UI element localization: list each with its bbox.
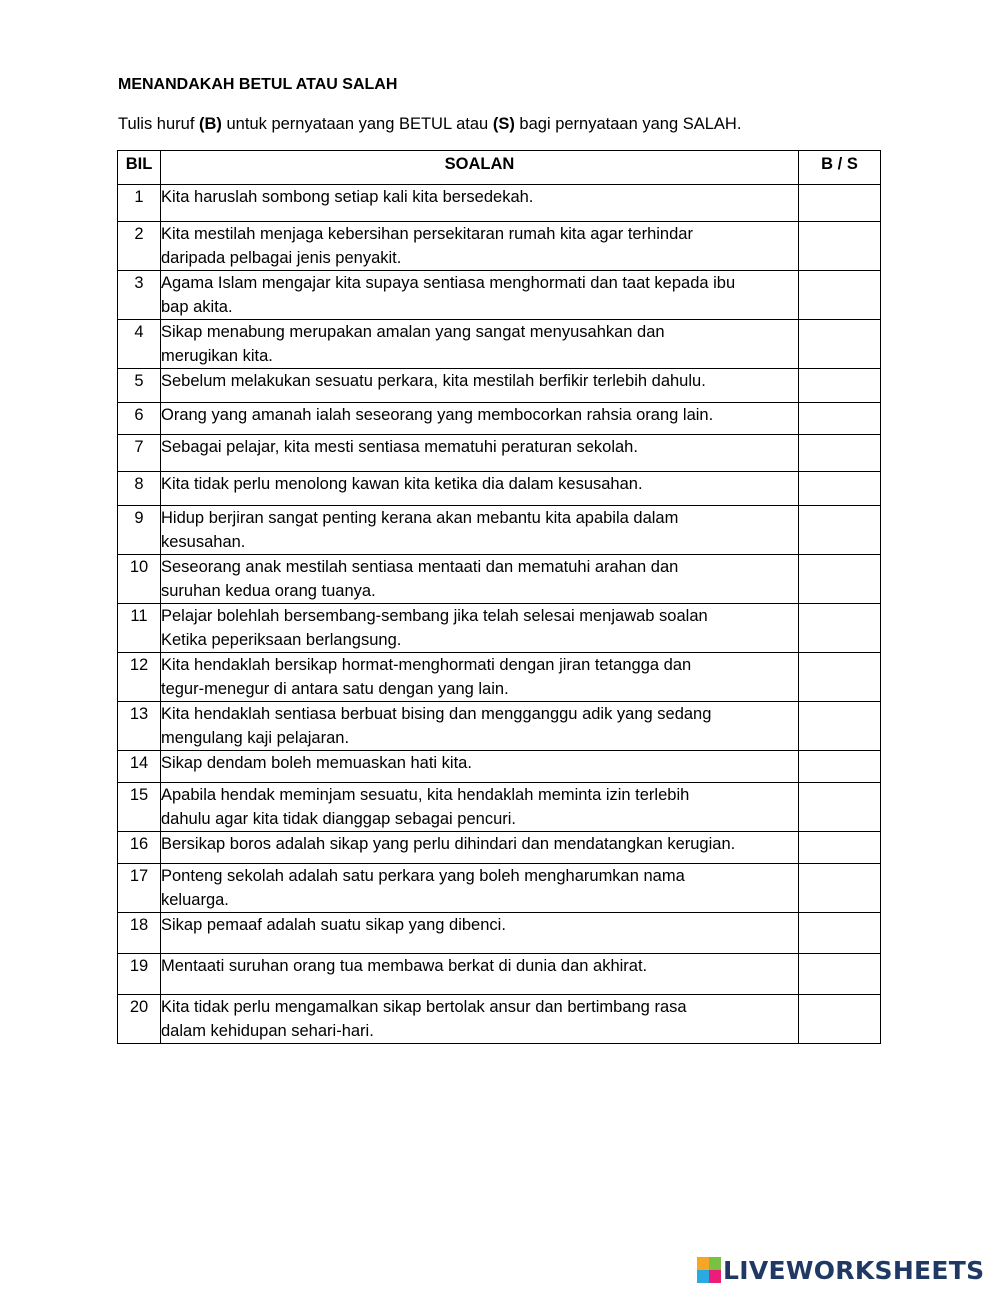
question-line: daripada pelbagai jenis penyakit. bbox=[161, 249, 402, 267]
table-row bbox=[118, 995, 881, 1044]
question-number: 5 bbox=[118, 369, 161, 403]
question-number: 2 bbox=[118, 222, 161, 271]
question-line: Sikap dendam boleh memuaskan hati kita. bbox=[161, 754, 472, 772]
question-text bbox=[161, 320, 799, 369]
table-row bbox=[118, 751, 881, 783]
question-line: Pelajar bolehlah bersembang-sembang jika telah selesai menjawab soalan bbox=[161, 607, 708, 625]
instruction bbox=[118, 115, 741, 134]
instruction-part3: bagi pernyataan yang SALAH. bbox=[514, 115, 742, 133]
question-line: Kita haruslah sombong setiap kali kita bersedekah. bbox=[161, 188, 534, 206]
answer-cell[interactable] bbox=[799, 913, 881, 954]
question-number: 12 bbox=[118, 653, 161, 702]
table-row bbox=[118, 832, 881, 864]
answer-cell[interactable] bbox=[799, 271, 881, 320]
question-line: Orang yang amanah ialah seseorang yang membocorkan rahsia orang lain. bbox=[161, 406, 714, 424]
question-text bbox=[161, 995, 799, 1044]
answer-cell[interactable] bbox=[799, 435, 881, 472]
question-text bbox=[161, 185, 799, 222]
table-row bbox=[118, 653, 881, 702]
answer-cell[interactable] bbox=[799, 185, 881, 222]
question-text bbox=[161, 702, 799, 751]
question-number: 11 bbox=[118, 604, 161, 653]
answer-cell[interactable] bbox=[799, 604, 881, 653]
answer-cell[interactable] bbox=[799, 653, 881, 702]
question-line: Seseorang anak mestilah sentiasa mentaati dan mematuhi arahan dan bbox=[161, 558, 679, 576]
question-line: Kita tidak perlu mengamalkan sikap bertolak ansur dan bertimbang rasa bbox=[161, 998, 687, 1016]
table-row bbox=[118, 783, 881, 832]
question-line: Mentaati suruhan orang tua membawa berkat di dunia dan akhirat. bbox=[161, 957, 648, 975]
question-line: Sikap pemaaf adalah suatu sikap yang dibenci. bbox=[161, 916, 506, 934]
question-text bbox=[161, 369, 799, 403]
question-text bbox=[161, 913, 799, 954]
header-soalan: SOALAN bbox=[161, 151, 799, 185]
question-line: Sikap menabung merupakan amalan yang sangat menyusahkan dan bbox=[161, 323, 665, 341]
table-row bbox=[118, 222, 881, 271]
table-row bbox=[118, 185, 881, 222]
question-number: 4 bbox=[118, 320, 161, 369]
question-line: Kita hendaklah bersikap hormat-menghormati dengan jiran tetangga dan bbox=[161, 656, 692, 674]
question-text bbox=[161, 832, 799, 864]
question-number: 9 bbox=[118, 506, 161, 555]
question-text bbox=[161, 506, 799, 555]
header-bil: BIL bbox=[118, 151, 161, 185]
question-line: Sebagai pelajar, kita mesti sentiasa mematuhi peraturan sekolah. bbox=[161, 438, 638, 456]
question-number: 13 bbox=[118, 702, 161, 751]
answer-cell[interactable] bbox=[799, 954, 881, 995]
answer-cell[interactable] bbox=[799, 832, 881, 864]
question-number: 8 bbox=[118, 472, 161, 506]
question-line: merugikan kita. bbox=[161, 347, 273, 365]
question-number: 19 bbox=[118, 954, 161, 995]
question-number: 18 bbox=[118, 913, 161, 954]
question-number: 3 bbox=[118, 271, 161, 320]
question-line: Sebelum melakukan sesuatu perkara, kita mestilah berfikir terlebih dahulu. bbox=[161, 372, 706, 390]
table-row bbox=[118, 472, 881, 506]
question-line: keluarga. bbox=[161, 891, 229, 909]
question-line: Apabila hendak meminjam sesuatu, kita hendaklah meminta izin terlebih bbox=[161, 786, 690, 804]
instruction-b-code: (B) bbox=[199, 115, 222, 133]
question-number: 15 bbox=[118, 783, 161, 832]
question-number: 7 bbox=[118, 435, 161, 472]
liveworksheets-logo-icon bbox=[697, 1257, 721, 1283]
answer-cell[interactable] bbox=[799, 751, 881, 783]
question-number: 17 bbox=[118, 864, 161, 913]
table-row bbox=[118, 320, 881, 369]
answer-cell[interactable] bbox=[799, 472, 881, 506]
worksheet-title: MENANDAKAH BETUL ATAU SALAH bbox=[118, 76, 398, 93]
table-row bbox=[118, 604, 881, 653]
table-row bbox=[118, 403, 881, 435]
instruction-s-code: (S) bbox=[492, 115, 515, 133]
question-line: mengulang kaji pelajaran. bbox=[161, 729, 350, 747]
question-line: tegur-menegur di antara satu dengan yang lain. bbox=[161, 680, 509, 698]
question-number: 10 bbox=[118, 555, 161, 604]
question-line: dalam kehidupan sehari-hari. bbox=[161, 1022, 374, 1040]
table-row bbox=[118, 954, 881, 995]
answer-cell[interactable] bbox=[799, 995, 881, 1044]
question-number: 20 bbox=[118, 995, 161, 1044]
question-text bbox=[161, 222, 799, 271]
brand-name: LIVEWORKSHEETS bbox=[723, 1255, 985, 1285]
question-number: 1 bbox=[118, 185, 161, 222]
question-line: Kita mestilah menjaga kebersihan persekitaran rumah kita agar terhindar bbox=[161, 225, 693, 243]
question-line: Agama Islam mengajar kita supaya sentiasa menghormati dan taat kepada ibu bbox=[161, 274, 736, 292]
question-text bbox=[161, 954, 799, 995]
question-line: dahulu agar kita tidak dianggap sebagai pencuri. bbox=[161, 810, 517, 828]
instruction-part1: Tulis huruf bbox=[118, 115, 200, 133]
question-text bbox=[161, 864, 799, 913]
question-line: Ponteng sekolah adalah satu perkara yang boleh mengharumkan nama bbox=[161, 867, 685, 885]
question-text bbox=[161, 783, 799, 832]
question-text bbox=[161, 751, 799, 783]
table-row bbox=[118, 271, 881, 320]
table-row bbox=[118, 506, 881, 555]
question-line: Kita tidak perlu menolong kawan kita ketika dia dalam kesusahan. bbox=[161, 475, 643, 493]
answer-cell[interactable] bbox=[799, 403, 881, 435]
question-text bbox=[161, 403, 799, 435]
table-row bbox=[118, 435, 881, 472]
answer-cell[interactable] bbox=[799, 702, 881, 751]
question-number: 14 bbox=[118, 751, 161, 783]
table-row bbox=[118, 913, 881, 954]
table-row bbox=[118, 369, 881, 403]
question-text bbox=[161, 604, 799, 653]
table-header-row bbox=[118, 151, 881, 185]
header-bs: B / S bbox=[799, 151, 881, 185]
question-text bbox=[161, 271, 799, 320]
answer-cell[interactable] bbox=[799, 864, 881, 913]
answer-cell[interactable] bbox=[799, 783, 881, 832]
question-text bbox=[161, 653, 799, 702]
question-line: kesusahan. bbox=[161, 533, 246, 551]
table-row bbox=[118, 864, 881, 913]
question-line: bap akita. bbox=[161, 298, 233, 316]
table-row bbox=[118, 702, 881, 751]
answer-cell[interactable] bbox=[799, 506, 881, 555]
answer-cell[interactable] bbox=[799, 222, 881, 271]
question-number: 6 bbox=[118, 403, 161, 435]
question-number: 16 bbox=[118, 832, 161, 864]
table-row bbox=[118, 555, 881, 604]
question-text bbox=[161, 555, 799, 604]
question-line: suruhan kedua orang tuanya. bbox=[161, 582, 376, 600]
instruction-part2: untuk pernyataan yang BETUL atau bbox=[221, 115, 493, 133]
question-line: Bersikap boros adalah sikap yang perlu dihindari dan mendatangkan kerugian. bbox=[161, 835, 736, 853]
answer-cell[interactable] bbox=[799, 369, 881, 403]
question-line: Kita hendaklah sentiasa berbuat bising dan mengganggu adik yang sedang bbox=[161, 705, 712, 723]
question-line: Hidup berjiran sangat penting kerana akan mebantu kita apabila dalam bbox=[161, 509, 679, 527]
question-text bbox=[161, 435, 799, 472]
answer-cell[interactable] bbox=[799, 555, 881, 604]
question-line: Ketika peperiksaan berlangsung. bbox=[161, 631, 402, 649]
question-text bbox=[161, 472, 799, 506]
question-table bbox=[117, 150, 881, 1044]
answer-cell[interactable] bbox=[799, 320, 881, 369]
liveworksheets-logo bbox=[697, 1255, 993, 1285]
